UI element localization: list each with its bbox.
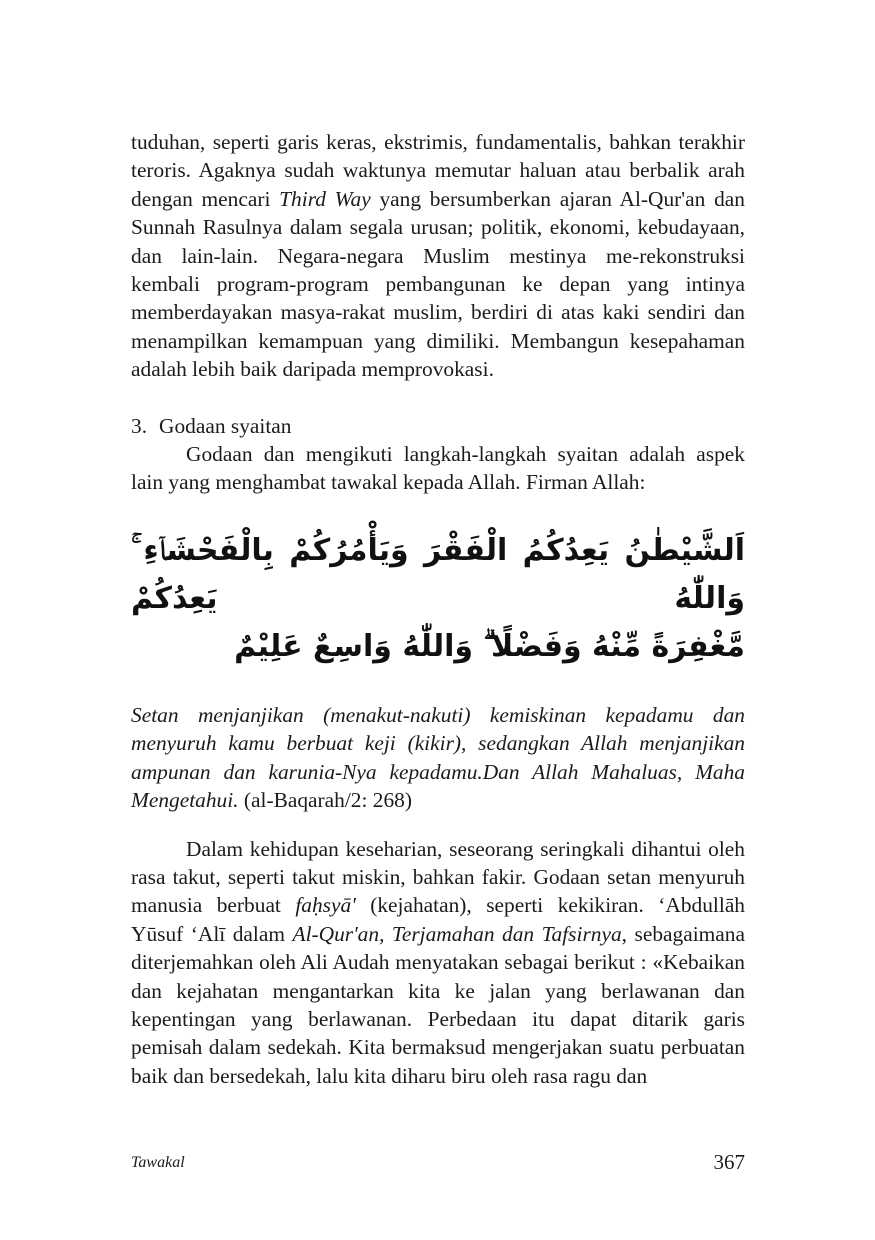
translation-italic: Setan menjanjikan (menakut-nakuti) kemiskinan kepadamu dan menyuruh kamu berbuat keji (kikir), sedangkan Allah menjanjikan ampunan dan karunia-Nya kepadamu.Dan Allah Mahaluas, Maha Mengetahui.: [131, 702, 745, 813]
arabic-verse: [131, 527, 745, 671]
paragraph-1-rest: yang bersumberkan ajaran Al-Qur'an dan Sunnah Rasulnya dalam segala urusan; politik, ekonomi, kebudayaan, dan lain-lain. Negara-negara Muslim mestinya me-rekonstruksi kembali program-program pembangunan ke depan yang intinya memberdayakan masya-rakat muslim, berdiri di atas kaki sendiri dan menampilkan kemampuan yang dimiliki. Membangun kesepahaman adalah lebih baik daripada memprovokasi.: [131, 186, 745, 382]
translation-reference: (al-Baqarah/2: 268): [238, 788, 412, 813]
paragraph-3-italic-2: Al-Qur'an, Terjamahan dan Tafsirnya: [292, 921, 622, 946]
paragraph-3-part-2: (kejahatan), seperti kekikiran. ‘Abdullāh Yūsuf ‘Alī dalam: [131, 893, 746, 946]
page-footer: [131, 1150, 745, 1180]
section-number: 3.: [131, 413, 148, 438]
running-head: Tawakal: [131, 1154, 185, 1171]
paragraph-3-part-1: Dalam kehidupan keseharian, seseorang seringkali dihantui oleh rasa takut, seperti takut miskin, bahkan fakir. Godaan setan menyuruh manusia berbuat: [131, 836, 745, 918]
page-body: [131, 128, 745, 1090]
paragraph-2: Godaan dan mengikuti langkah-langkah syaitan adalah aspek lain yang menghambat tawakal kepada Allah. Firman Allah:: [131, 442, 745, 495]
verse-translation: [131, 701, 745, 815]
paragraph-1-italic: Third Way: [279, 186, 371, 211]
paragraph-3: [131, 835, 745, 1091]
arabic-verse-line-1: اَلشَّيْطٰنُ يَعِدُكُمُ الْفَقْرَ وَيَأْمُرُكُمْ بِالْفَحْشَاۤءِ ۚ وَاللّٰهُ يَعِدُكُمْ: [131, 532, 745, 616]
paragraph-1: [131, 128, 745, 384]
page-number: 367: [713, 1150, 745, 1174]
paragraph-3-part-3: , sebagaimana diterjemahkan oleh Ali Audah menyatakan sebagai berikut : «Kebaikan dan kejahatan mengantarkan kita ke jalan yang berlawanan dan kepentingan yang berlawanan. Perbedaan itu dapat ditarik garis pemisah dalam sedekah. Kita bermaksud mengerjakan suatu perbuatan baik dan bersedekah, lalu kita diharu biru oleh rasa ragu dan: [131, 921, 745, 1088]
arabic-verse-line-2: مَّغْفِرَةً مِّنْهُ وَفَضْلًا ۗ وَاللّٰهُ وَاسِعٌ عَلِيْمٌ: [234, 628, 745, 664]
section-title: Godaan syaitan: [159, 413, 292, 438]
paragraph-3-italic-1: faḥsyā': [295, 893, 356, 918]
section-heading: [131, 412, 745, 440]
paragraph-1-text: tuduhan, seperti garis keras, ekstrimis, fundamentalis, bahkan terakhir teroris. Agaknya sudah waktunya memutar haluan atau berbalik arah dengan mencari: [131, 130, 745, 211]
